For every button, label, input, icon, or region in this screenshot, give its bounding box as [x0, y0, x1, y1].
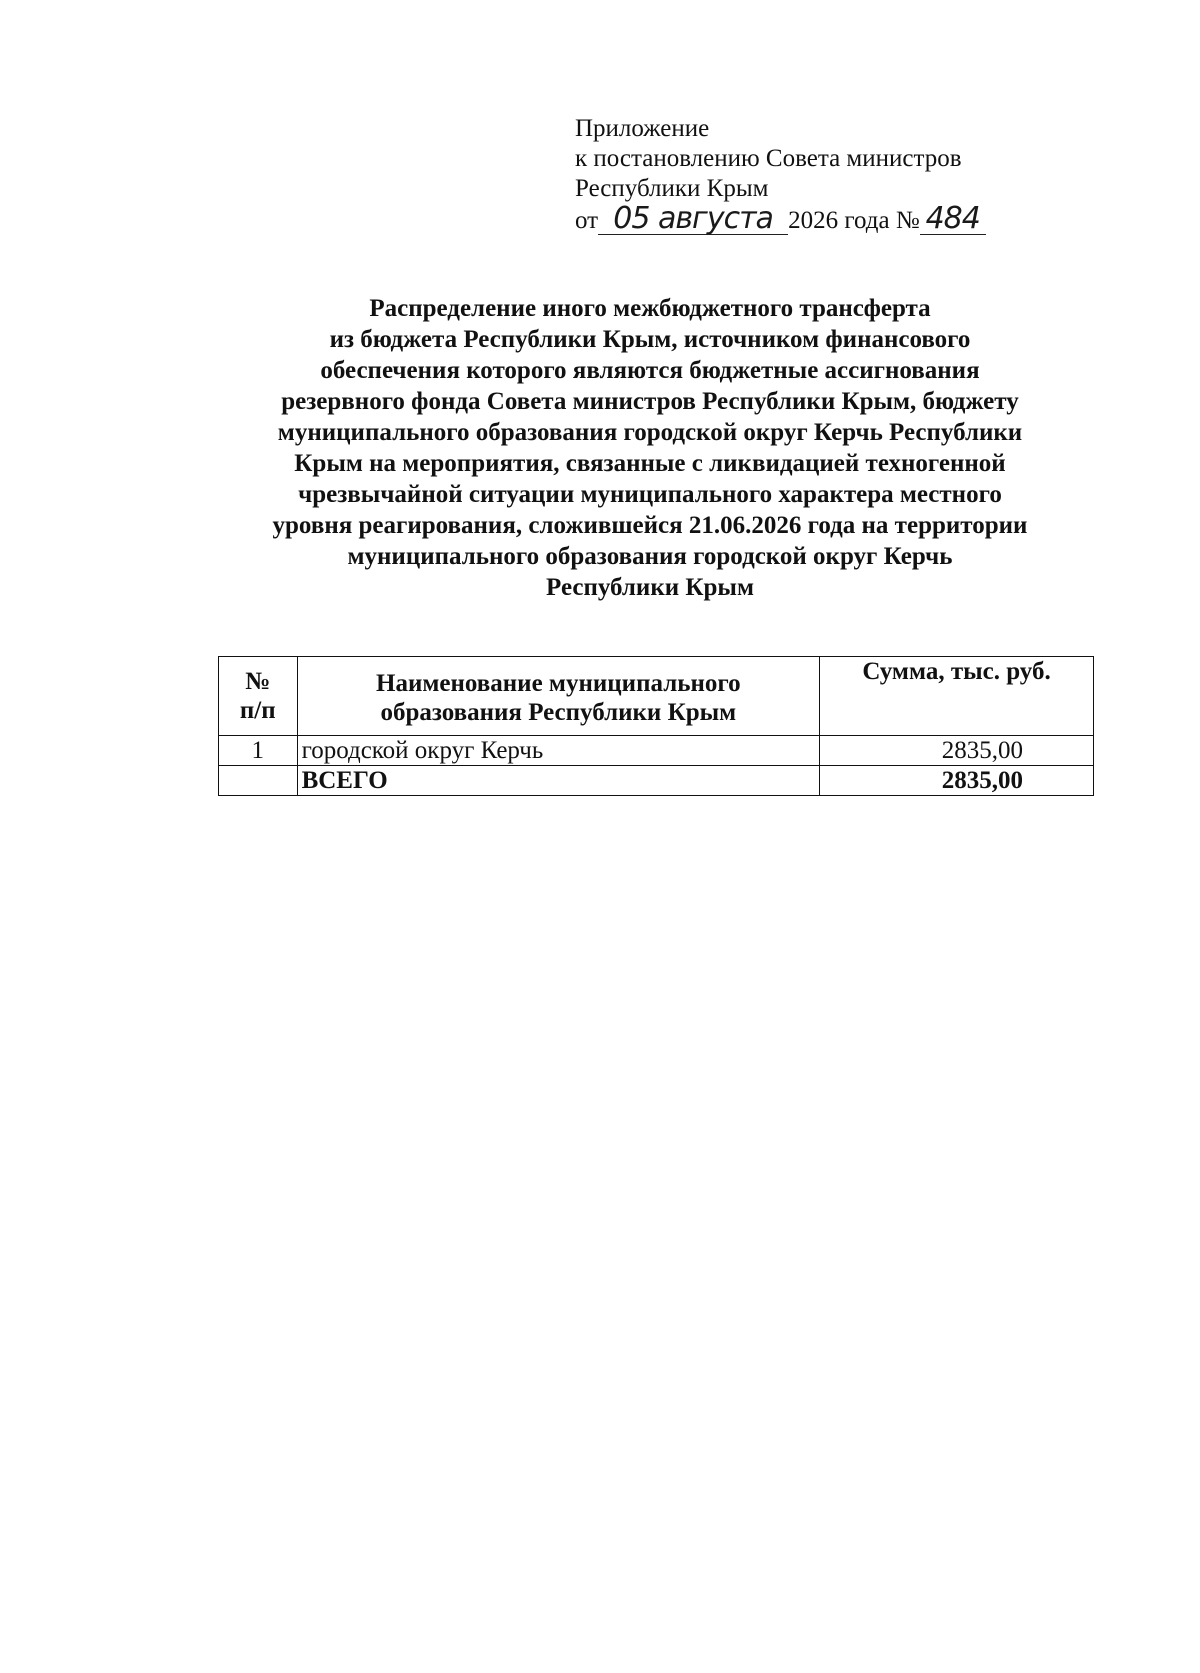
- header-number: № п/п: [219, 657, 298, 736]
- row-number: 1: [219, 736, 298, 766]
- row-sum: 2835,00: [820, 736, 1094, 766]
- distribution-table: [218, 656, 1094, 796]
- title-line: Республики Крым: [546, 574, 754, 601]
- date-suffix: 2026 года №: [788, 207, 920, 234]
- document-title: [215, 293, 1085, 603]
- annex-republic: Республики Крым: [575, 175, 769, 202]
- title-line: уровня реагирования, сложившейся 21.06.2026 года на территории: [272, 512, 1028, 539]
- total-sum: 2835,00: [820, 766, 1094, 796]
- table-total-row: [219, 766, 1094, 796]
- total-label: ВСЕГО: [297, 766, 819, 796]
- handwritten-number: 484: [920, 204, 986, 235]
- title-line: Распределение иного межбюджетного трансферта: [369, 295, 931, 322]
- date-prefix: от: [575, 207, 599, 234]
- annex-resolution: к постановлению Совета министров: [575, 145, 962, 172]
- table-row: [219, 736, 1094, 766]
- title-line: муниципального образования городской округ Керчь: [347, 543, 953, 570]
- annex-block: [575, 114, 1135, 236]
- annex-title: Приложение: [575, 115, 710, 142]
- title-line: чрезвычайной ситуации муниципального характера местного: [298, 481, 1002, 508]
- title-line: из бюджета Республики Крым, источником финансового: [329, 326, 971, 353]
- header-name: Наименование муниципального образования Республики Крым: [297, 657, 819, 736]
- table-header-row: [219, 657, 1094, 736]
- title-line: обеспечения которого являются бюджетные ассигнования: [320, 357, 980, 384]
- title-line: Крым на мероприятия, связанные с ликвидацией техногенной: [294, 450, 1006, 477]
- handwritten-date: 05 августа: [598, 204, 788, 235]
- header-sum: Сумма, тыс. руб.: [820, 657, 1094, 736]
- title-line: резервного фонда Совета министров Республики Крым, бюджету: [281, 388, 1019, 415]
- annex-date-line: [575, 201, 1135, 236]
- row-name: городской округ Керчь: [297, 736, 819, 766]
- total-number: [219, 766, 298, 796]
- title-line: муниципального образования городской округ Керчь Республики: [277, 419, 1023, 446]
